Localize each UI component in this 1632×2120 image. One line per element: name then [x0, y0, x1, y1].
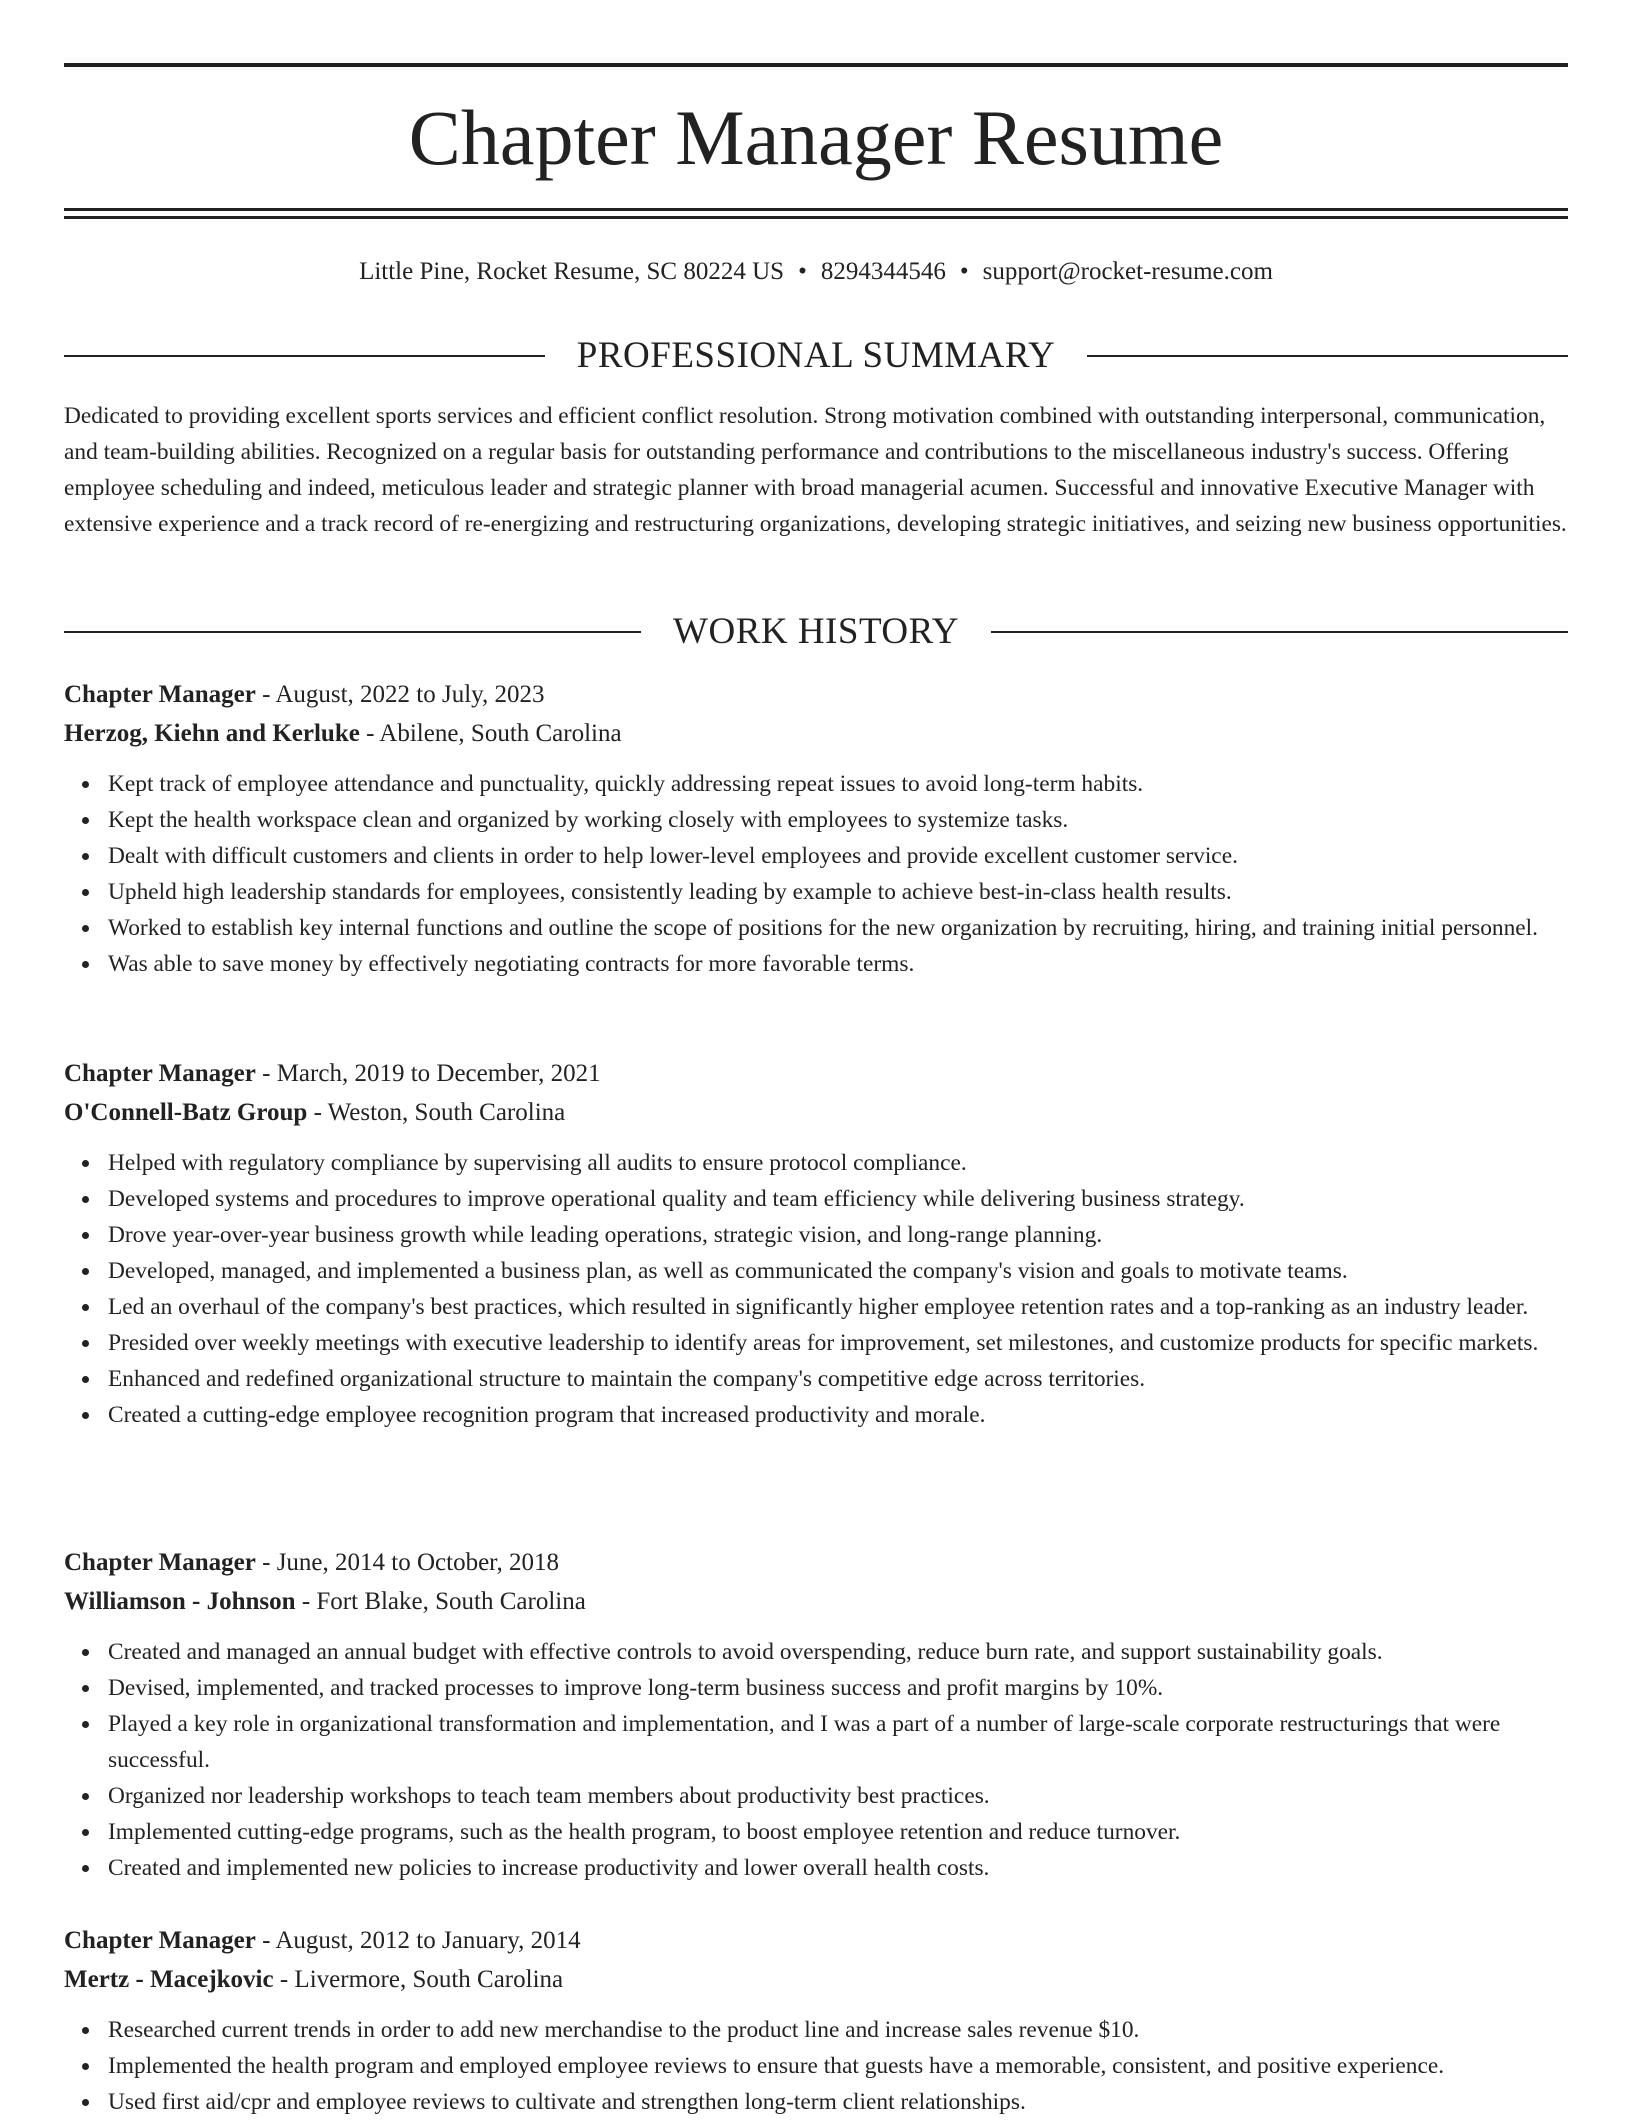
- job-entry: [64, 1055, 1568, 1433]
- job-title-line: [64, 1544, 1568, 1583]
- job-bullet: Enhanced and redefined organizational structure to maintain the company's competitive edge across territories.: [108, 1361, 1568, 1397]
- job-bullet: Worked to establish key internal functions and outline the scope of positions for the new organization by recruiting, hiring, and training initial personnel.: [108, 910, 1568, 946]
- job-company: O'Connell-Batz Group: [64, 1098, 308, 1126]
- job-dates: - August, 2012 to January, 2014: [255, 1927, 581, 1954]
- job-title: Chapter Manager: [64, 1549, 256, 1576]
- job-company-line: [64, 1094, 1568, 1133]
- job-title: Chapter Manager: [64, 1927, 256, 1954]
- contact-address: Little Pine, Rocket Resume, SC 80224 US: [359, 258, 785, 285]
- heading-rule-left: [64, 631, 641, 633]
- job-location: - Abilene, South Carolina: [359, 719, 622, 747]
- job-bullet: Upheld high leadership standards for employees, consistently leading by example to achieve best-in-class health results.: [108, 874, 1568, 910]
- heading-rule-right: [991, 631, 1568, 633]
- contact-separator: •: [959, 258, 969, 285]
- job-bullet-list: [64, 766, 1568, 982]
- job-dates: - March, 2019 to December, 2021: [255, 1060, 601, 1087]
- job-bullet: Organized nor leadership workshops to teach team members about productivity best practices.: [108, 1778, 1568, 1814]
- job-location: - Weston, South Carolina: [307, 1098, 566, 1126]
- title-rule-lower: [64, 216, 1568, 219]
- job-location: - Fort Blake, South Carolina: [295, 1587, 586, 1615]
- job-bullet: Developed, managed, and implemented a business plan, as well as communicated the company's vision and goals to motivate teams.: [108, 1253, 1568, 1289]
- job-company: Williamson - Johnson: [64, 1587, 296, 1615]
- job-company-line: [64, 1961, 1568, 2000]
- job-bullet: Created and implemented new policies to increase productivity and lower overall health costs.: [108, 1850, 1568, 1886]
- job-bullet: Presided over weekly meetings with executive leadership to identify areas for improvement, set milestones, and customize products for specific markets.: [108, 1325, 1568, 1361]
- job-bullet-list: [64, 1145, 1568, 1433]
- heading-rule-right: [1087, 355, 1568, 357]
- job-bullet: Used first aid/cpr and employee reviews to cultivate and strengthen long-term client relationships.: [108, 2084, 1568, 2120]
- job-company: Herzog, Kiehn and Kerluke: [64, 719, 360, 747]
- job-bullet: Kept track of employee attendance and punctuality, quickly addressing repeat issues to avoid long-term habits.: [108, 766, 1568, 802]
- job-title: Chapter Manager: [64, 681, 256, 708]
- top-rule: [64, 63, 1568, 67]
- job-title-line: [64, 676, 1568, 715]
- job-bullet: Developed systems and procedures to improve operational quality and team efficiency while delivering business strategy.: [108, 1181, 1568, 1217]
- job-location: - Livermore, South Carolina: [273, 1965, 564, 1993]
- job-bullet: Dealt with difficult customers and clients in order to help lower-level employees and provide excellent customer service.: [108, 838, 1568, 874]
- job-title: Chapter Manager: [64, 1060, 256, 1087]
- job-entry: [64, 1922, 1568, 2120]
- job-bullet: Implemented cutting-edge programs, such as the health program, to boost employee retention and reduce turnover.: [108, 1814, 1568, 1850]
- contact-line: [64, 254, 1568, 290]
- job-bullet-list: [64, 2012, 1568, 2120]
- job-bullet: Kept the health workspace clean and organized by working closely with employees to systemize tasks.: [108, 802, 1568, 838]
- job-bullet: Created and managed an annual budget with effective controls to avoid overspending, reduce burn rate, and support sustainability goals.: [108, 1634, 1568, 1670]
- job-dates: - August, 2022 to July, 2023: [255, 681, 545, 708]
- work-section-heading: [64, 610, 1568, 654]
- job-dates: - June, 2014 to October, 2018: [255, 1549, 559, 1576]
- contact-phone: 8294344546: [820, 258, 946, 285]
- job-bullet: Led an overhaul of the company's best practices, which resulted in significantly higher employee retention rates and a top-ranking as an industry leader.: [108, 1289, 1568, 1325]
- job-bullet: Created a cutting-edge employee recognition program that increased productivity and morale.: [108, 1397, 1568, 1433]
- job-bullet: Implemented the health program and employed employee reviews to ensure that guests have a memorable, consistent, and positive experience.: [108, 2048, 1568, 2084]
- job-company-line: [64, 1583, 1568, 1622]
- job-bullet: Was able to save money by effectively negotiating contracts for more favorable terms.: [108, 946, 1568, 982]
- job-entry: [64, 1544, 1568, 1886]
- contact-separator: •: [798, 258, 807, 285]
- job-entry: [64, 676, 1568, 982]
- job-bullet: Researched current trends in order to add new merchandise to the product line and increase sales revenue $10.: [108, 2012, 1568, 2048]
- summary-text: Dedicated to providing excellent sports services and efficient conflict resolution. Strong motivation combined with outstanding interpersonal, communication, and team-building abilities. Recognized on a regular basis for outstanding performance and contributions to the miscellaneous industry's success. Offering employee scheduling and indeed, meticulous leader and strategic planner with broad managerial acumen. Successful and innovative Executive Manager with extensive experience and a track record of re-energizing and restructuring organizations, developing strategic initiatives, and seizing new business opportunities.: [64, 403, 1567, 537]
- section-title: PROFESSIONAL SUMMARY: [576, 335, 1056, 376]
- job-bullet: Drove year-over-year business growth while leading operations, strategic vision, and long-range planning.: [108, 1217, 1568, 1253]
- section-title: WORK HISTORY: [673, 611, 959, 652]
- job-bullet-list: [64, 1634, 1568, 1886]
- heading-rule-left: [64, 355, 545, 357]
- job-bullet: Devised, implemented, and tracked processes to improve long-term business success and profit margins by 10%.: [108, 1670, 1568, 1706]
- job-bullet: Played a key role in organizational transformation and implementation, and I was a part of a number of large-scale corporate restructurings that were successful.: [108, 1706, 1568, 1778]
- summary-section-heading: [64, 334, 1568, 378]
- job-company: Mertz - Macejkovic: [64, 1965, 274, 1993]
- job-bullet: Helped with regulatory compliance by supervising all audits to ensure protocol compliance.: [108, 1145, 1568, 1181]
- title-rule-upper: [64, 208, 1568, 211]
- job-title-line: [64, 1055, 1568, 1094]
- job-company-line: [64, 715, 1568, 754]
- contact-email: support@rocket-resume.com: [982, 258, 1273, 285]
- job-title-line: [64, 1922, 1568, 1961]
- page-title: Chapter Manager Resume: [408, 94, 1224, 181]
